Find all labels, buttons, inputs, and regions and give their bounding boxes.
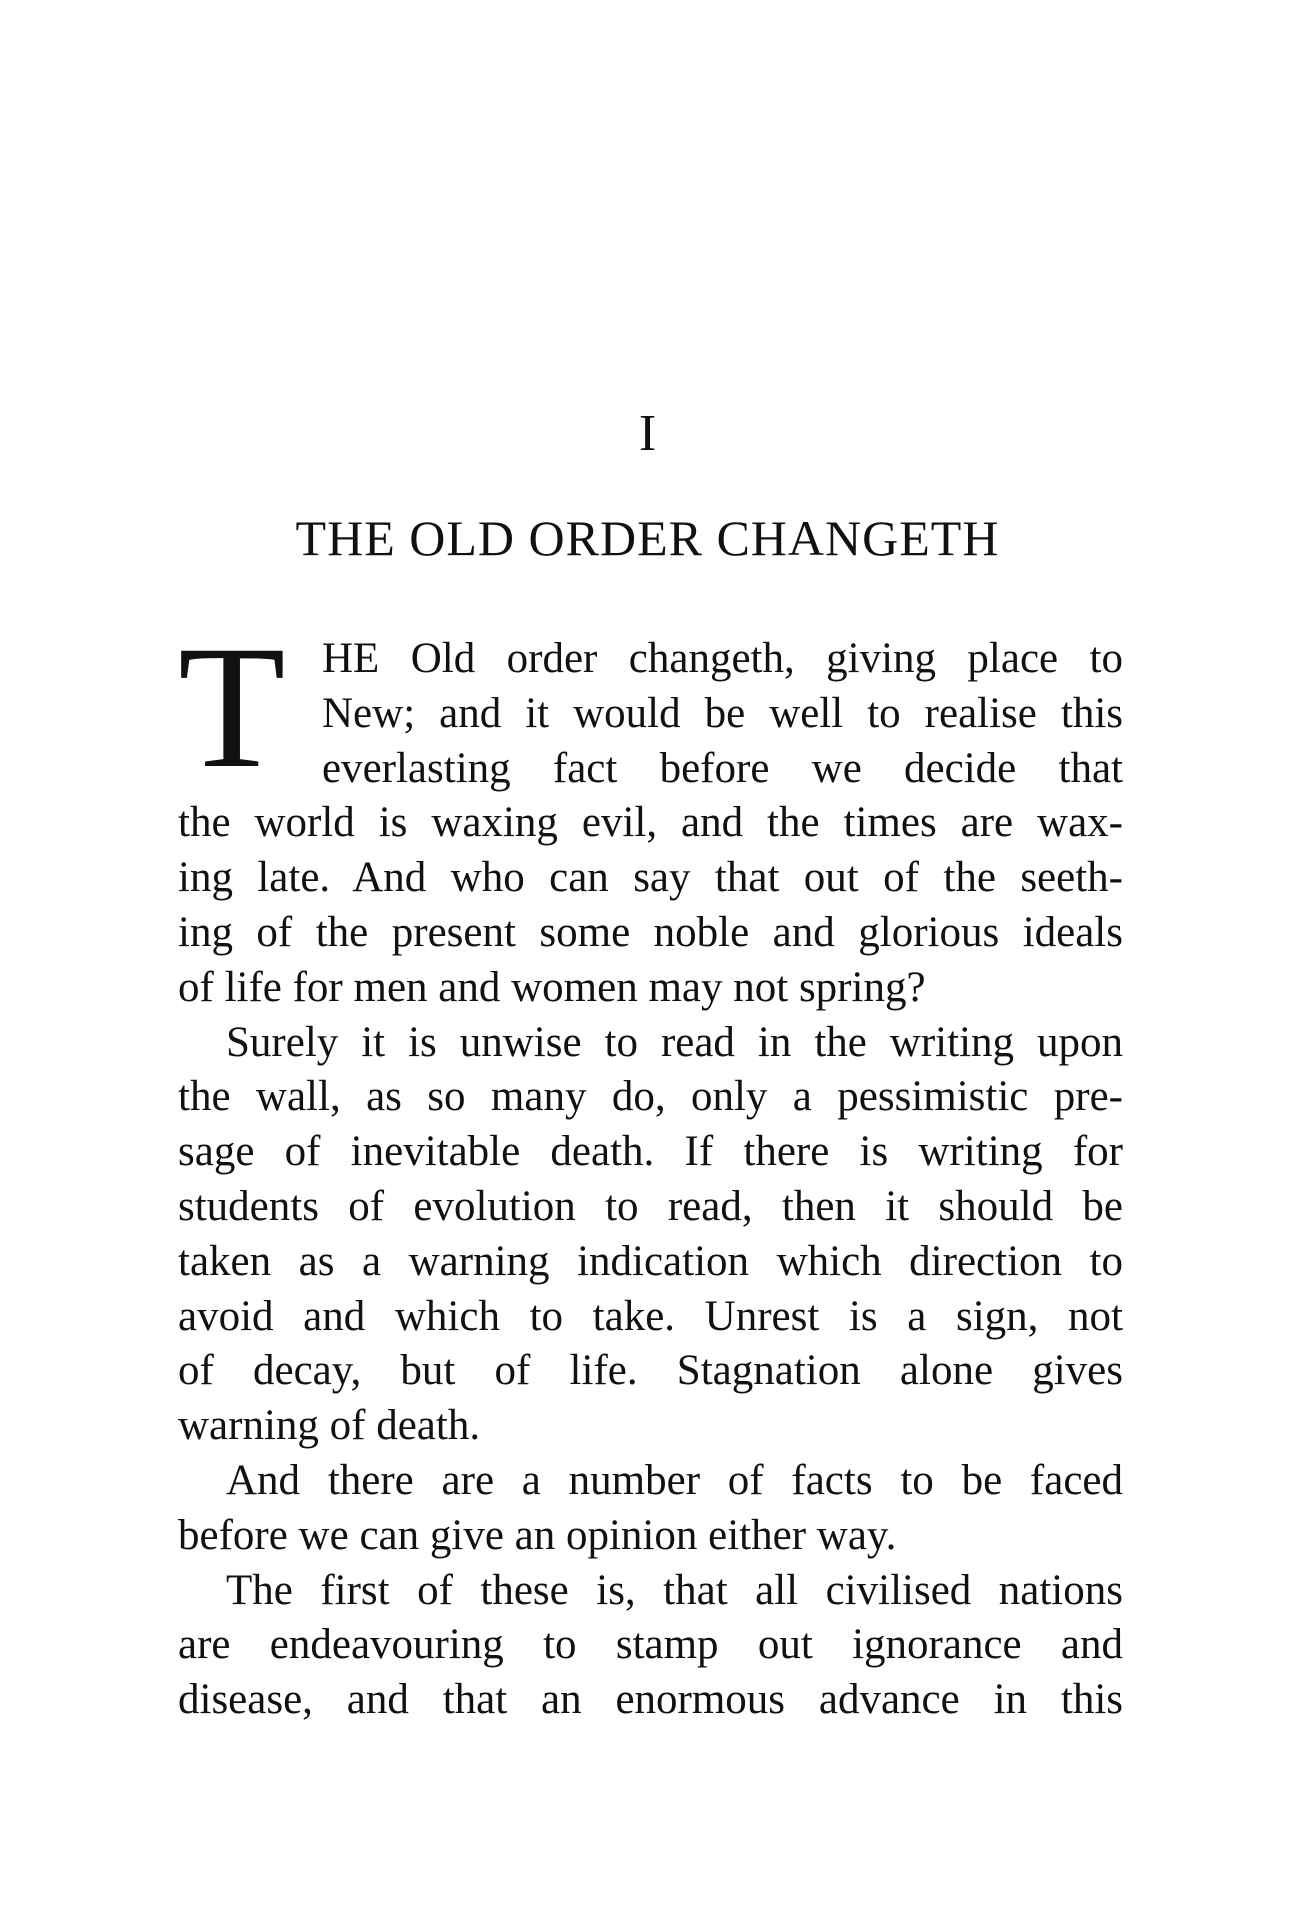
text-line: warning of death. (178, 1402, 481, 1450)
text-line: the world is waxing evil, and the times are wax- (178, 799, 1123, 847)
text-line: sage of inevitable death. If there is writing for (178, 1128, 1123, 1176)
chapter-title: THE OLD ORDER CHANGETH (295, 510, 1000, 566)
drop-cap: T (178, 610, 286, 805)
text-line: Surely it is unwise to read in the writing upon (226, 1018, 1123, 1066)
text-line: avoid and which to take. Unrest is a sign, not (178, 1292, 1123, 1340)
chapter-number: I (638, 405, 657, 462)
chapter-body (178, 610, 1123, 1728)
text-line: students of evolution to read, then it should be (178, 1182, 1123, 1230)
text-line: of life for men and women may not spring? (178, 963, 926, 1011)
text-line: New; and it would be well to realise this (322, 689, 1123, 737)
text-line: ing late. And who can say that out of the seeth- (178, 854, 1123, 902)
text-line: And there are a number of facts to be faced (226, 1456, 1123, 1504)
text-line: The first of these is, that all civilised nations (226, 1566, 1123, 1614)
text-line: disease, and that an enormous advance in this (178, 1676, 1123, 1724)
text-line: taken as a warning indication which direction to (178, 1237, 1123, 1285)
text-line: of decay, but of life. Stagnation alone gives (178, 1347, 1123, 1395)
text-line: ing of the present some noble and glorious ideals (178, 908, 1123, 956)
text-line: before we can give an opinion either way. (178, 1511, 897, 1559)
text-line: everlasting fact before we decide that (322, 744, 1123, 792)
text-line: HE Old order changeth, giving place to (322, 635, 1123, 682)
text-line: the wall, as so many do, only a pessimistic pre- (178, 1073, 1123, 1121)
text-line: are endeavouring to stamp out ignorance and (178, 1621, 1123, 1669)
